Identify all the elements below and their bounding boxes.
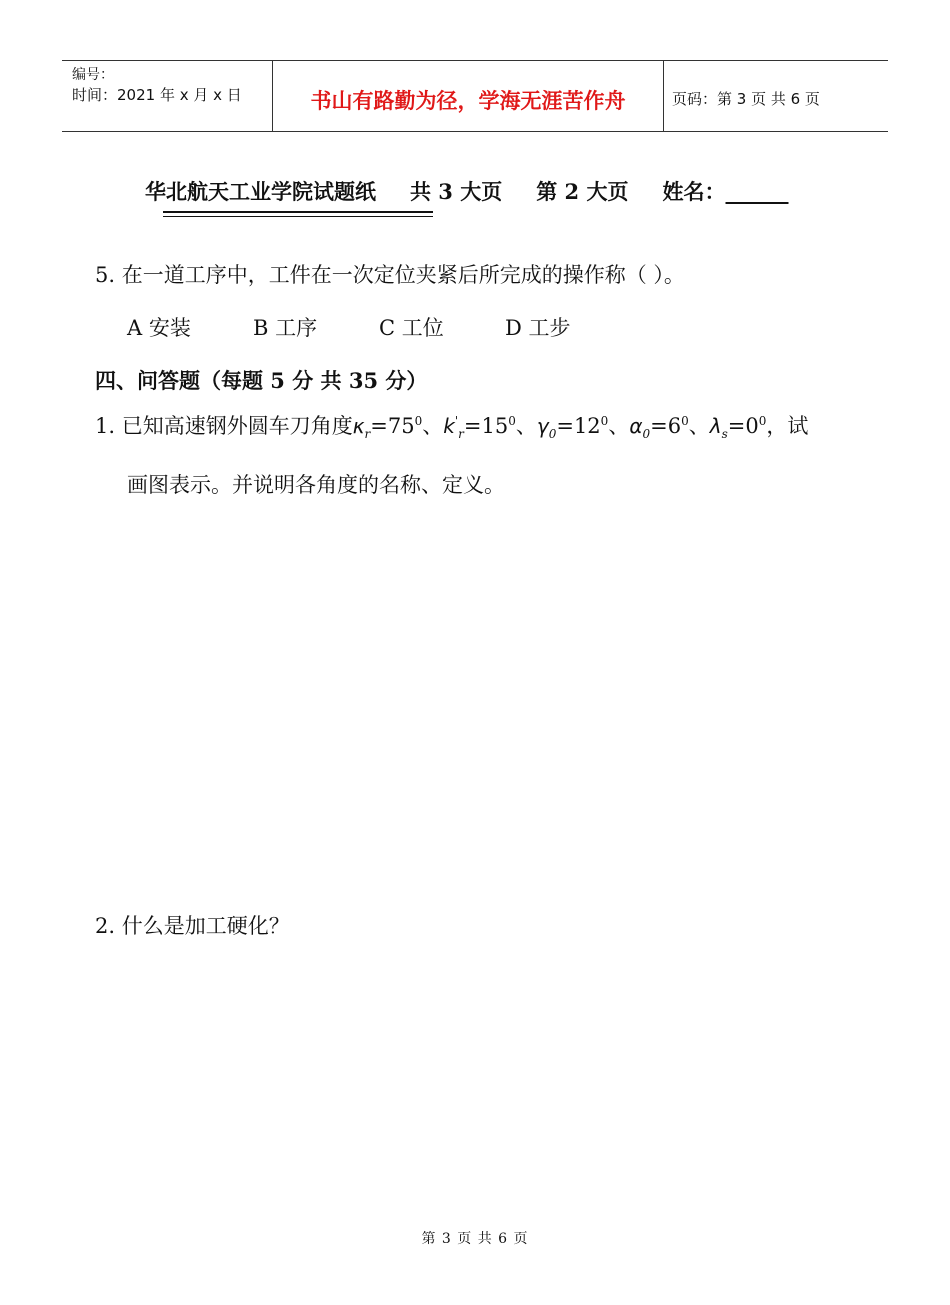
gamma-value: =12 bbox=[556, 414, 601, 438]
total-pages: 共 3 大页 bbox=[410, 179, 503, 204]
kappa-degree: 0 bbox=[414, 414, 423, 428]
gamma-degree: 0 bbox=[600, 414, 609, 428]
title-underline-thin bbox=[163, 216, 433, 217]
question-1-line-2: 画图表示。并说明各角度的名称、定义。 bbox=[127, 473, 505, 497]
header-right-cell bbox=[662, 61, 888, 131]
title-underline-thick bbox=[163, 211, 433, 213]
question-1 bbox=[95, 410, 808, 441]
sep-1: 、 bbox=[422, 414, 444, 438]
kappa-value: =75 bbox=[370, 414, 415, 438]
question-5-options bbox=[127, 312, 571, 342]
kappa-prime-sub: r bbox=[458, 427, 464, 442]
sep-2: 、 bbox=[515, 414, 537, 438]
lambda-symbol: λ bbox=[709, 414, 722, 438]
number-label: 编号： bbox=[72, 67, 114, 83]
q1-prefix: 1. 已知高速钢外圆车刀角度 bbox=[95, 414, 353, 438]
page-header bbox=[62, 60, 888, 132]
kappa-prime-degree: 0 bbox=[508, 414, 516, 428]
kappa-prime-value: =15 bbox=[463, 414, 509, 438]
gamma-sub: 0 bbox=[548, 427, 557, 442]
time-line: 时间：2021 年 x 月 x 日 bbox=[72, 86, 242, 104]
header-motto-cell bbox=[272, 61, 664, 131]
kappa-symbol: κ bbox=[352, 414, 365, 438]
alpha-symbol: α bbox=[629, 414, 643, 438]
option-a: A 安装 bbox=[127, 316, 191, 340]
sep-4: 、 bbox=[688, 414, 710, 438]
gamma-symbol: γ bbox=[536, 414, 549, 438]
motto: 书山有路勤为径，学海无涯苦作舟 bbox=[310, 89, 626, 113]
kappa-prime-mark: ' bbox=[454, 414, 459, 428]
kappa-sub: r bbox=[364, 427, 371, 442]
page-footer: 第 3 页 共 6 页 bbox=[421, 1231, 529, 1247]
alpha-value: =6 bbox=[650, 414, 682, 438]
part-number: 第 2 大页 bbox=[536, 179, 629, 204]
exam-title bbox=[145, 176, 788, 206]
school-title: 华北航天工业学院试题纸 bbox=[145, 179, 376, 204]
question-5: 5. 在一道工序中，工件在一次定位夹紧后所完成的操作称（ ）。 bbox=[95, 263, 685, 287]
page-info: 页码：第 3 页 共 6 页 bbox=[672, 90, 820, 108]
lambda-value: =0 bbox=[727, 414, 759, 438]
lambda-degree: 0 bbox=[758, 414, 767, 428]
sep-3: 、 bbox=[608, 414, 630, 438]
lambda-sub: s bbox=[721, 427, 728, 442]
q1-suffix: ，试 bbox=[766, 414, 809, 438]
question-2: 2. 什么是加工硬化？ bbox=[95, 914, 290, 938]
alpha-sub: 0 bbox=[642, 427, 651, 442]
option-d: D 工步 bbox=[505, 316, 571, 340]
alpha-degree: 0 bbox=[681, 414, 689, 428]
option-b: B 工序 bbox=[253, 316, 318, 340]
section-4-heading: 四、问答题（每题 5 分 共 35 分） bbox=[95, 368, 428, 393]
header-left-cell bbox=[62, 61, 272, 131]
option-c: C 工位 bbox=[379, 316, 444, 340]
kappa-prime-symbol: k bbox=[443, 414, 455, 438]
name-field: 姓名：______ bbox=[662, 179, 789, 204]
